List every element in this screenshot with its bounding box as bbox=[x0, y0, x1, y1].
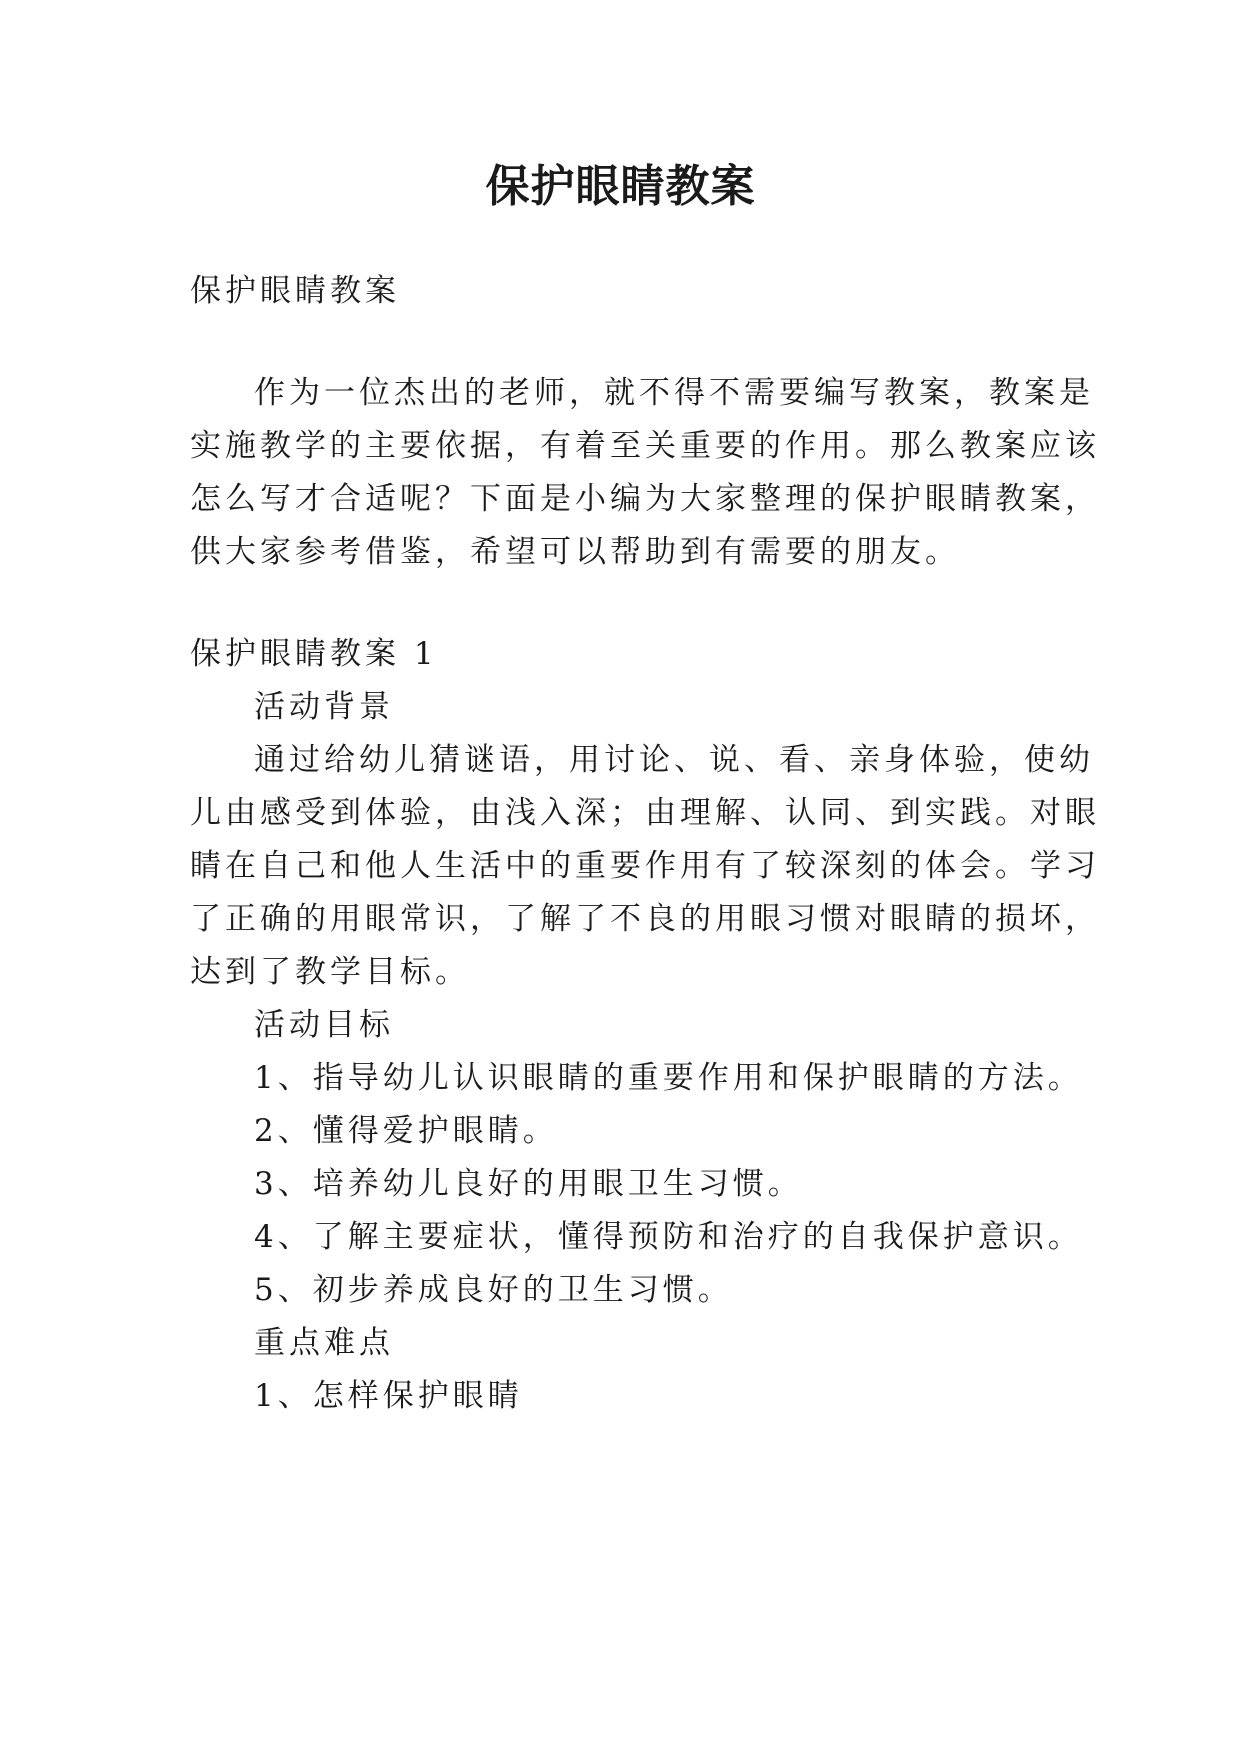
background-line-2: 儿由感受到体验，由浅入深；由理解、认同、到实践。对眼 bbox=[190, 795, 1100, 831]
intro-line-2: 实施教学的主要依据，有着至关重要的作用。那么教案应该 bbox=[190, 428, 1100, 464]
key-points-heading: 重点难点 bbox=[254, 1325, 394, 1361]
background-heading: 活动背景 bbox=[254, 689, 394, 725]
goal-item-4: 4、了解主要症状，懂得预防和治疗的自我保护意识。 bbox=[254, 1219, 1083, 1255]
background-line-4: 了正确的用眼常识，了解了不良的用眼习惯对眼睛的损坏， bbox=[190, 901, 1100, 937]
goal-item-5: 5、初步养成良好的卫生习惯。 bbox=[254, 1272, 733, 1308]
background-line-5: 达到了教学目标。 bbox=[190, 954, 470, 990]
background-line-1: 通过给幼儿猜谜语，用讨论、说、看、亲身体验，使幼 bbox=[254, 742, 1094, 778]
goal-item-1: 1、指导幼儿认识眼睛的重要作用和保护眼睛的方法。 bbox=[254, 1060, 1083, 1096]
goal-item-3: 3、培养幼儿良好的用眼卫生习惯。 bbox=[254, 1166, 803, 1202]
intro-line-3: 怎么写才合适呢？下面是小编为大家整理的保护眼睛教案， bbox=[190, 481, 1100, 517]
background-line-3: 睛在自己和他人生活中的重要作用有了较深刻的体会。学习 bbox=[190, 848, 1100, 884]
goals-heading: 活动目标 bbox=[254, 1007, 394, 1043]
section-heading: 保护眼睛教案 1 bbox=[190, 636, 438, 672]
key-point-item-1: 1、怎样保护眼睛 bbox=[254, 1378, 523, 1414]
intro-line-4: 供大家参考借鉴，希望可以帮助到有需要的朋友。 bbox=[190, 534, 960, 570]
goal-item-2: 2、懂得爱护眼睛。 bbox=[254, 1113, 558, 1149]
intro-line-1: 作为一位杰出的老师，就不得不需要编写教案，教案是 bbox=[254, 375, 1094, 411]
subtitle: 保护眼睛教案 bbox=[190, 273, 400, 309]
document-title: 保护眼睛教案 bbox=[485, 161, 756, 212]
